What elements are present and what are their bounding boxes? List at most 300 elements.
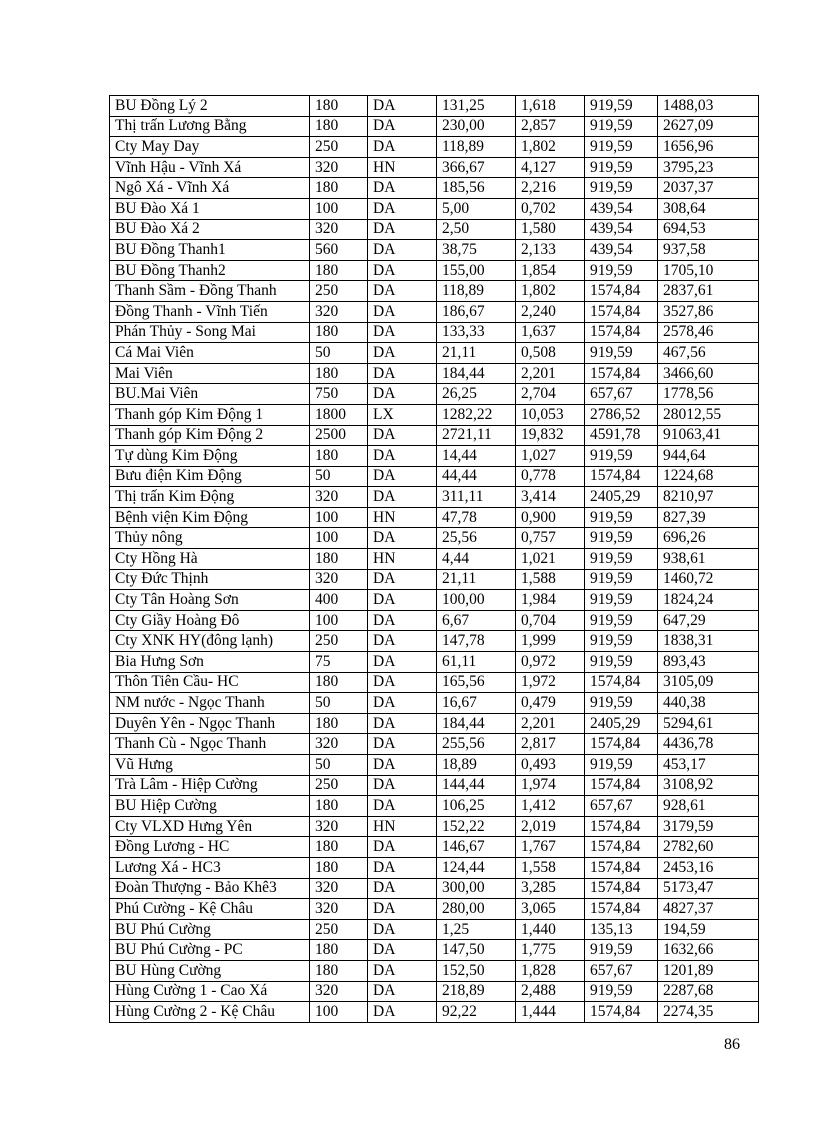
location-cell: Cty VLXD Hưng Yên [110, 816, 310, 837]
value-b-cell: 2,240 [516, 301, 585, 322]
location-cell: NM nước - Ngọc Thanh [110, 693, 310, 714]
value-c-cell: 919,59 [585, 590, 658, 611]
value-a-cell: 2,50 [437, 219, 516, 240]
location-cell: Thanh góp Kim Động 2 [110, 425, 310, 446]
type-cell: HN [368, 549, 437, 570]
location-cell: Bia Hưng Sơn [110, 652, 310, 673]
location-cell: Bệnh viện Kim Động [110, 507, 310, 528]
value-d-cell: 1838,31 [658, 631, 759, 652]
value-b-cell: 19,832 [516, 425, 585, 446]
location-cell: Phán Thủy - Song Mai [110, 322, 310, 343]
location-cell: Cá Mai Viên [110, 343, 310, 364]
location-cell: BU Hiệp Cường [110, 796, 310, 817]
value-d-cell: 2578,46 [658, 322, 759, 343]
value-d-cell: 5173,47 [658, 878, 759, 899]
capacity-cell: 100 [310, 1002, 368, 1023]
capacity-cell: 250 [310, 137, 368, 158]
location-cell: Cty XNK HY(đông lạnh) [110, 631, 310, 652]
table-row [110, 425, 759, 446]
value-d-cell: 467,56 [658, 343, 759, 364]
table-row [110, 713, 759, 734]
value-a-cell: 1282,22 [437, 404, 516, 425]
value-a-cell: 4,44 [437, 549, 516, 570]
value-c-cell: 919,59 [585, 260, 658, 281]
capacity-cell: 320 [310, 878, 368, 899]
value-b-cell: 1,440 [516, 919, 585, 940]
type-cell: DA [368, 446, 437, 467]
table-row [110, 1002, 759, 1023]
location-cell: Thanh góp Kim Động 1 [110, 404, 310, 425]
value-d-cell: 647,29 [658, 610, 759, 631]
value-b-cell: 2,704 [516, 384, 585, 405]
type-cell: DA [368, 528, 437, 549]
value-c-cell: 439,54 [585, 240, 658, 261]
value-d-cell: 938,61 [658, 549, 759, 570]
type-cell: LX [368, 404, 437, 425]
capacity-cell: 180 [310, 796, 368, 817]
value-b-cell: 0,704 [516, 610, 585, 631]
value-b-cell: 1,999 [516, 631, 585, 652]
location-cell: Đồng Thanh - Vĩnh Tiến [110, 301, 310, 322]
location-cell: Ngô Xá - Vĩnh Xá [110, 178, 310, 199]
value-b-cell: 1,027 [516, 446, 585, 467]
table-row [110, 919, 759, 940]
value-a-cell: 38,75 [437, 240, 516, 261]
value-c-cell: 135,13 [585, 919, 658, 940]
table-row [110, 590, 759, 611]
type-cell: DA [368, 775, 437, 796]
type-cell: HN [368, 816, 437, 837]
capacity-cell: 180 [310, 322, 368, 343]
location-cell: Thôn Tiên Cầu- HC [110, 672, 310, 693]
type-cell: DA [368, 260, 437, 281]
value-d-cell: 1656,96 [658, 137, 759, 158]
value-b-cell: 0,702 [516, 198, 585, 219]
value-a-cell: 255,56 [437, 734, 516, 755]
value-c-cell: 919,59 [585, 507, 658, 528]
capacity-cell: 100 [310, 507, 368, 528]
location-cell: Thủy nông [110, 528, 310, 549]
location-cell: Lương Xá - HC3 [110, 857, 310, 878]
value-a-cell: 311,11 [437, 487, 516, 508]
table-row [110, 260, 759, 281]
value-a-cell: 165,56 [437, 672, 516, 693]
value-c-cell: 919,59 [585, 96, 658, 117]
value-d-cell: 1705,10 [658, 260, 759, 281]
type-cell: DA [368, 384, 437, 405]
value-c-cell: 2405,29 [585, 487, 658, 508]
value-b-cell: 1,558 [516, 857, 585, 878]
value-c-cell: 1574,84 [585, 857, 658, 878]
table-row [110, 281, 759, 302]
value-c-cell: 1574,84 [585, 1002, 658, 1023]
value-b-cell: 0,479 [516, 693, 585, 714]
value-a-cell: 2721,11 [437, 425, 516, 446]
value-c-cell: 919,59 [585, 446, 658, 467]
capacity-cell: 400 [310, 590, 368, 611]
location-cell: Mai Viên [110, 363, 310, 384]
value-d-cell: 1778,56 [658, 384, 759, 405]
value-c-cell: 1574,84 [585, 775, 658, 796]
value-d-cell: 928,61 [658, 796, 759, 817]
type-cell: DA [368, 672, 437, 693]
type-cell: DA [368, 322, 437, 343]
type-cell: DA [368, 981, 437, 1002]
value-a-cell: 184,44 [437, 713, 516, 734]
capacity-cell: 250 [310, 919, 368, 940]
table-row [110, 878, 759, 899]
capacity-cell: 320 [310, 219, 368, 240]
location-cell: Cty Tân Hoàng Sơn [110, 590, 310, 611]
table-row [110, 672, 759, 693]
table-row [110, 157, 759, 178]
value-b-cell: 2,216 [516, 178, 585, 199]
table-row [110, 899, 759, 920]
value-a-cell: 185,56 [437, 178, 516, 199]
value-c-cell: 1574,84 [585, 899, 658, 920]
value-a-cell: 18,89 [437, 755, 516, 776]
value-d-cell: 2453,16 [658, 857, 759, 878]
table-row [110, 466, 759, 487]
value-c-cell: 1574,84 [585, 301, 658, 322]
location-cell: Trà Lâm - Hiệp Cường [110, 775, 310, 796]
location-cell: Vĩnh Hậu - Vĩnh Xá [110, 157, 310, 178]
value-a-cell: 14,44 [437, 446, 516, 467]
value-c-cell: 1574,84 [585, 878, 658, 899]
value-b-cell: 1,412 [516, 796, 585, 817]
value-a-cell: 218,89 [437, 981, 516, 1002]
value-c-cell: 919,59 [585, 755, 658, 776]
value-d-cell: 2274,35 [658, 1002, 759, 1023]
location-cell: Thị trấn Kim Động [110, 487, 310, 508]
value-a-cell: 124,44 [437, 857, 516, 878]
type-cell: DA [368, 734, 437, 755]
location-cell: Đồng Lương - HC [110, 837, 310, 858]
value-d-cell: 2287,68 [658, 981, 759, 1002]
value-a-cell: 184,44 [437, 363, 516, 384]
value-c-cell: 1574,84 [585, 837, 658, 858]
capacity-cell: 100 [310, 528, 368, 549]
value-d-cell: 4827,37 [658, 899, 759, 920]
value-b-cell: 2,019 [516, 816, 585, 837]
type-cell: DA [368, 466, 437, 487]
capacity-cell: 50 [310, 755, 368, 776]
type-cell: DA [368, 693, 437, 714]
type-cell: DA [368, 116, 437, 137]
value-d-cell: 3527,86 [658, 301, 759, 322]
value-b-cell: 0,757 [516, 528, 585, 549]
capacity-cell: 320 [310, 301, 368, 322]
value-d-cell: 2037,37 [658, 178, 759, 199]
value-a-cell: 300,00 [437, 878, 516, 899]
type-cell: DA [368, 198, 437, 219]
capacity-cell: 320 [310, 157, 368, 178]
value-c-cell: 1574,84 [585, 363, 658, 384]
value-d-cell: 1201,89 [658, 960, 759, 981]
type-cell: DA [368, 425, 437, 446]
value-a-cell: 21,11 [437, 343, 516, 364]
value-a-cell: 152,50 [437, 960, 516, 981]
value-b-cell: 1,984 [516, 590, 585, 611]
capacity-cell: 320 [310, 816, 368, 837]
value-b-cell: 3,285 [516, 878, 585, 899]
table-row [110, 137, 759, 158]
value-c-cell: 1574,84 [585, 466, 658, 487]
table-row [110, 734, 759, 755]
value-a-cell: 144,44 [437, 775, 516, 796]
type-cell: DA [368, 137, 437, 158]
value-b-cell: 2,201 [516, 713, 585, 734]
value-c-cell: 657,67 [585, 960, 658, 981]
value-a-cell: 44,44 [437, 466, 516, 487]
value-d-cell: 893,43 [658, 652, 759, 673]
table-row [110, 693, 759, 714]
capacity-cell: 180 [310, 960, 368, 981]
type-cell: DA [368, 713, 437, 734]
location-cell: Vũ Hưng [110, 755, 310, 776]
value-c-cell: 919,59 [585, 116, 658, 137]
type-cell: DA [368, 301, 437, 322]
value-a-cell: 5,00 [437, 198, 516, 219]
location-cell: BU Đồng Thanh1 [110, 240, 310, 261]
type-cell: HN [368, 157, 437, 178]
table-row [110, 816, 759, 837]
value-c-cell: 2786,52 [585, 404, 658, 425]
location-cell: BU Đào Xá 2 [110, 219, 310, 240]
value-c-cell: 657,67 [585, 384, 658, 405]
table-row [110, 796, 759, 817]
capacity-cell: 560 [310, 240, 368, 261]
capacity-cell: 250 [310, 631, 368, 652]
table-row [110, 198, 759, 219]
capacity-cell: 750 [310, 384, 368, 405]
table-row [110, 960, 759, 981]
capacity-cell: 250 [310, 775, 368, 796]
value-c-cell: 919,59 [585, 343, 658, 364]
value-b-cell: 10,053 [516, 404, 585, 425]
value-d-cell: 440,38 [658, 693, 759, 714]
capacity-cell: 1800 [310, 404, 368, 425]
value-d-cell: 3105,09 [658, 672, 759, 693]
capacity-cell: 180 [310, 178, 368, 199]
capacity-cell: 320 [310, 981, 368, 1002]
location-cell: BU.Mai Viên [110, 384, 310, 405]
value-a-cell: 92,22 [437, 1002, 516, 1023]
value-a-cell: 100,00 [437, 590, 516, 611]
value-c-cell: 919,59 [585, 981, 658, 1002]
type-cell: DA [368, 960, 437, 981]
value-c-cell: 919,59 [585, 549, 658, 570]
table-row [110, 857, 759, 878]
value-a-cell: 16,67 [437, 693, 516, 714]
table-row [110, 219, 759, 240]
value-b-cell: 2,817 [516, 734, 585, 755]
capacity-cell: 180 [310, 549, 368, 570]
value-b-cell: 1,588 [516, 569, 585, 590]
value-d-cell: 91063,41 [658, 425, 759, 446]
capacity-cell: 180 [310, 363, 368, 384]
value-b-cell: 3,414 [516, 487, 585, 508]
type-cell: DA [368, 878, 437, 899]
capacity-cell: 320 [310, 487, 368, 508]
value-b-cell: 0,972 [516, 652, 585, 673]
value-b-cell: 2,201 [516, 363, 585, 384]
value-b-cell: 1,580 [516, 219, 585, 240]
value-b-cell: 0,493 [516, 755, 585, 776]
capacity-cell: 180 [310, 96, 368, 117]
value-b-cell: 1,828 [516, 960, 585, 981]
value-c-cell: 919,59 [585, 157, 658, 178]
type-cell: HN [368, 507, 437, 528]
table-row [110, 755, 759, 776]
type-cell: DA [368, 240, 437, 261]
value-c-cell: 919,59 [585, 569, 658, 590]
value-d-cell: 3108,92 [658, 775, 759, 796]
value-a-cell: 118,89 [437, 281, 516, 302]
capacity-cell: 320 [310, 569, 368, 590]
type-cell: DA [368, 1002, 437, 1023]
data-table [109, 95, 759, 1023]
value-c-cell: 919,59 [585, 178, 658, 199]
capacity-cell: 180 [310, 837, 368, 858]
value-b-cell: 0,778 [516, 466, 585, 487]
value-a-cell: 230,00 [437, 116, 516, 137]
location-cell: Cty Hồng Hà [110, 549, 310, 570]
value-d-cell: 4436,78 [658, 734, 759, 755]
table-row [110, 96, 759, 117]
value-b-cell: 2,488 [516, 981, 585, 1002]
location-cell: BU Đồng Lý 2 [110, 96, 310, 117]
value-a-cell: 186,67 [437, 301, 516, 322]
table-row [110, 981, 759, 1002]
table-row [110, 178, 759, 199]
location-cell: Đoàn Thượng - Bảo Khê3 [110, 878, 310, 899]
value-b-cell: 1,972 [516, 672, 585, 693]
type-cell: DA [368, 796, 437, 817]
location-cell: Duyên Yên - Ngọc Thanh [110, 713, 310, 734]
capacity-cell: 320 [310, 734, 368, 755]
capacity-cell: 180 [310, 116, 368, 137]
value-b-cell: 1,802 [516, 281, 585, 302]
table-row [110, 116, 759, 137]
capacity-cell: 180 [310, 446, 368, 467]
value-c-cell: 919,59 [585, 610, 658, 631]
capacity-cell: 75 [310, 652, 368, 673]
page-number: 86 [724, 1036, 740, 1053]
value-c-cell: 919,59 [585, 940, 658, 961]
location-cell: Thanh Cù - Ngọc Thanh [110, 734, 310, 755]
location-cell: Hùng Cường 1 - Cao Xá [110, 981, 310, 1002]
value-d-cell: 3466,60 [658, 363, 759, 384]
value-c-cell: 1574,84 [585, 672, 658, 693]
type-cell: DA [368, 281, 437, 302]
value-d-cell: 194,59 [658, 919, 759, 940]
value-a-cell: 147,78 [437, 631, 516, 652]
value-d-cell: 453,17 [658, 755, 759, 776]
location-cell: BU Đồng Thanh2 [110, 260, 310, 281]
capacity-cell: 180 [310, 857, 368, 878]
type-cell: DA [368, 487, 437, 508]
table-row [110, 446, 759, 467]
type-cell: DA [368, 837, 437, 858]
table-row [110, 549, 759, 570]
value-c-cell: 919,59 [585, 652, 658, 673]
table-row [110, 343, 759, 364]
value-b-cell: 1,767 [516, 837, 585, 858]
table-row [110, 837, 759, 858]
value-c-cell: 439,54 [585, 198, 658, 219]
value-b-cell: 1,618 [516, 96, 585, 117]
value-b-cell: 3,065 [516, 899, 585, 920]
value-d-cell: 1460,72 [658, 569, 759, 590]
value-c-cell: 1574,84 [585, 322, 658, 343]
type-cell: DA [368, 652, 437, 673]
value-b-cell: 2,857 [516, 116, 585, 137]
value-a-cell: 47,78 [437, 507, 516, 528]
table-row [110, 940, 759, 961]
table-row [110, 404, 759, 425]
capacity-cell: 320 [310, 899, 368, 920]
value-b-cell: 1,021 [516, 549, 585, 570]
value-d-cell: 3795,23 [658, 157, 759, 178]
value-c-cell: 657,67 [585, 796, 658, 817]
capacity-cell: 180 [310, 260, 368, 281]
table-row [110, 775, 759, 796]
value-c-cell: 919,59 [585, 528, 658, 549]
table-row [110, 528, 759, 549]
location-cell: BU Hùng Cường [110, 960, 310, 981]
value-d-cell: 308,64 [658, 198, 759, 219]
value-c-cell: 1574,84 [585, 281, 658, 302]
value-a-cell: 280,00 [437, 899, 516, 920]
type-cell: DA [368, 219, 437, 240]
type-cell: DA [368, 940, 437, 961]
location-cell: Bưu điện Kim Động [110, 466, 310, 487]
value-d-cell: 28012,55 [658, 404, 759, 425]
value-d-cell: 2782,60 [658, 837, 759, 858]
value-b-cell: 4,127 [516, 157, 585, 178]
value-c-cell: 2405,29 [585, 713, 658, 734]
location-cell: Phú Cường - Kệ Châu [110, 899, 310, 920]
table-row [110, 487, 759, 508]
table-row [110, 322, 759, 343]
table-row [110, 631, 759, 652]
table-body [110, 96, 759, 1023]
value-c-cell: 919,59 [585, 693, 658, 714]
value-c-cell: 1574,84 [585, 734, 658, 755]
value-d-cell: 1488,03 [658, 96, 759, 117]
value-a-cell: 6,67 [437, 610, 516, 631]
type-cell: DA [368, 569, 437, 590]
value-a-cell: 155,00 [437, 260, 516, 281]
type-cell: DA [368, 96, 437, 117]
location-cell: BU Đào Xá 1 [110, 198, 310, 219]
value-a-cell: 131,25 [437, 96, 516, 117]
value-a-cell: 1,25 [437, 919, 516, 940]
value-d-cell: 1824,24 [658, 590, 759, 611]
value-b-cell: 1,637 [516, 322, 585, 343]
value-d-cell: 944,64 [658, 446, 759, 467]
value-b-cell: 1,854 [516, 260, 585, 281]
value-a-cell: 366,67 [437, 157, 516, 178]
type-cell: DA [368, 363, 437, 384]
table-row [110, 569, 759, 590]
capacity-cell: 2500 [310, 425, 368, 446]
type-cell: DA [368, 590, 437, 611]
capacity-cell: 50 [310, 343, 368, 364]
value-b-cell: 1,974 [516, 775, 585, 796]
table-row [110, 301, 759, 322]
